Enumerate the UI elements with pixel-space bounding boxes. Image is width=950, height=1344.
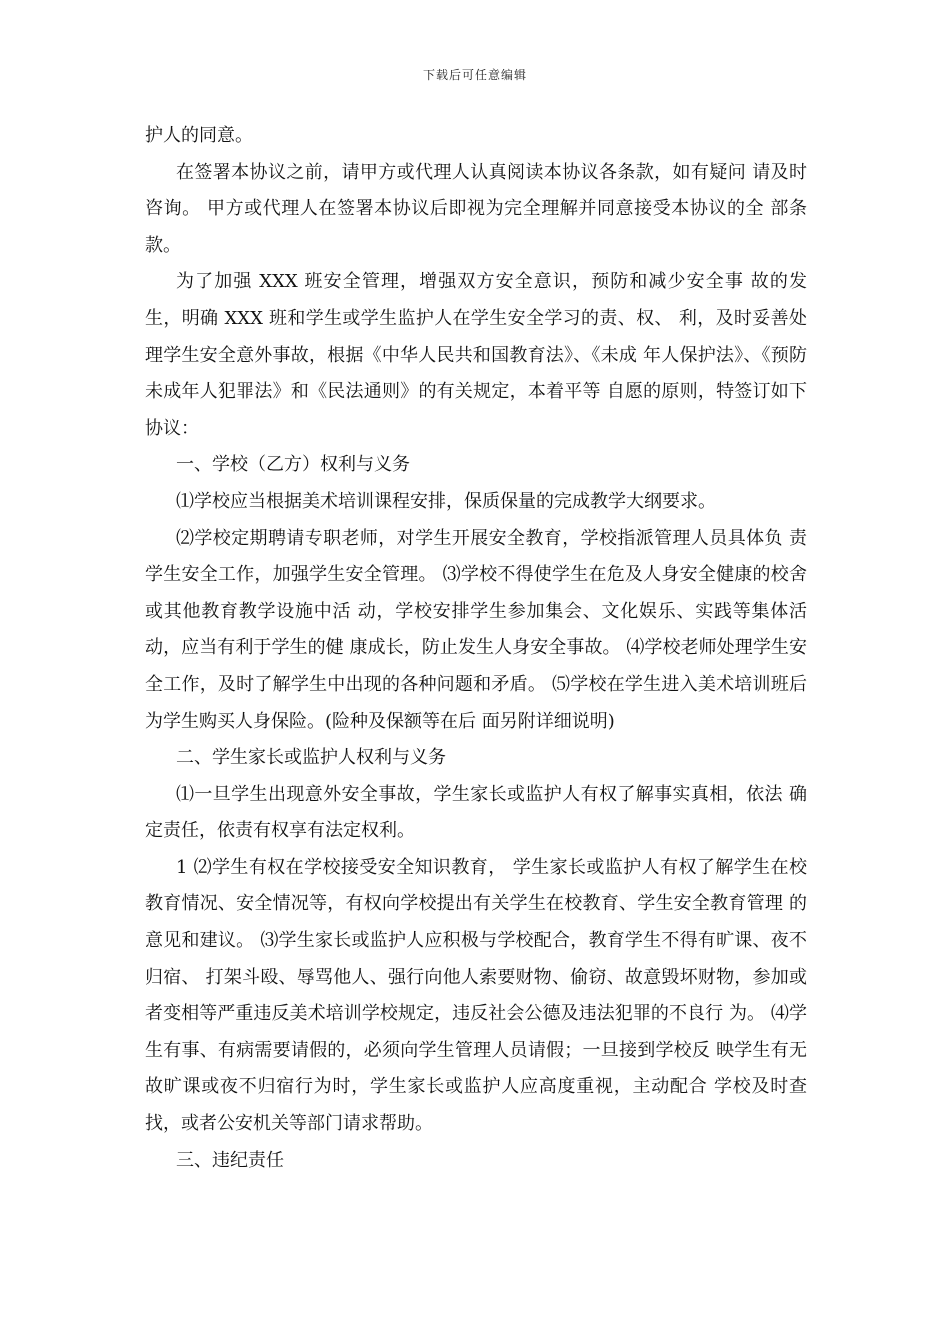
paragraph-2: 在签署本协议之前，请甲方或代理人认真阅读本协议各条款，如有疑问 请及时咨询。 甲方或代理人在签署本协议后即视为完全理解并同意接受本协议的全 部条款。 xyxy=(145,161,807,256)
paragraph-5: ⑴学校应当根据美术培训课程安排，保质保量的完成教学大纲要求。 xyxy=(176,490,716,512)
section-heading-2: 二、学生家长或监护人权利与义务 xyxy=(176,747,446,769)
paragraph-8: ⑴一旦学生出现意外安全事故，学生家长或监护人有权了解事实真相，依法 确定责任，依责有权享有法定权利。 xyxy=(145,783,807,842)
section-heading-1: 一、学校（乙方）权利与义务 xyxy=(176,454,410,476)
section-heading-3: 三、违纪责任 xyxy=(176,1149,284,1171)
paragraph-6: ⑵学校定期聘请专职老师，对学生开展安全教育，学校指派管理人员具体负 责学生安全工作，加强学生安全管理。 ⑶学校不得使学生在危及人身安全健康的校舍或其他教育教学设施中活 动，学校安排学生参加集会、文化娱乐、实践等集体活动，应当有利于学生的健 康成长，防止发生人身安全事故。 ⑷学校老师处理学生安全工作，及时了解学生中出现的各种问题和矛盾。 ⑸学校在学生进入美术培训班后为学生购买人身保险。(险种及保额等在后 面另附详细说明) xyxy=(145,527,807,732)
document-body xyxy=(145,118,807,1179)
paragraph-3: 为了加强 XXX 班安全管理，增强双方安全意识，预防和减少安全事 故的发生，明确 XXX 班和学生或学生监护人在学生安全学习的责、权、 利，及时妥善处理学生安全意外事故，根据《中华人民共和国教育法》、《未成 年人保护法》、《预防未成年人犯罪法》和《民法通则》的有关规定，本着平等 自愿的原则，特签订如下协议： xyxy=(145,271,807,439)
page-header: 下载后可任意编辑 xyxy=(422,68,527,82)
paragraph-9: 1 ⑵学生有权在学校接受安全知识教育， 学生家长或监护人有权了解学生在校 教育情况、安全情况等，有权向学校提出有关学生在校教育、学生安全教育管理 的意见和建议。 ⑶学生家长或监护人应积极与学校配合，教育学生不得有旷课、夜不归宿、 打架斗殴、辱骂他人、强行向他人索要财物、偷窃、故意毁坏财物，参加或 者变相等严重违反美术培训学校规定，违反社会公德及违法犯罪的不良行 为。 ⑷学生有事、有病需要请假的，必须向学生管理人员请假；一旦接到学校反 映学生有无故旷课或夜不归宿行为时，学生家长或监护人应高度重视，主动配合 学校及时查找，或者公安机关等部门请求帮助。 xyxy=(145,856,807,1135)
paragraph-1: 护人的同意。 xyxy=(145,125,253,146)
